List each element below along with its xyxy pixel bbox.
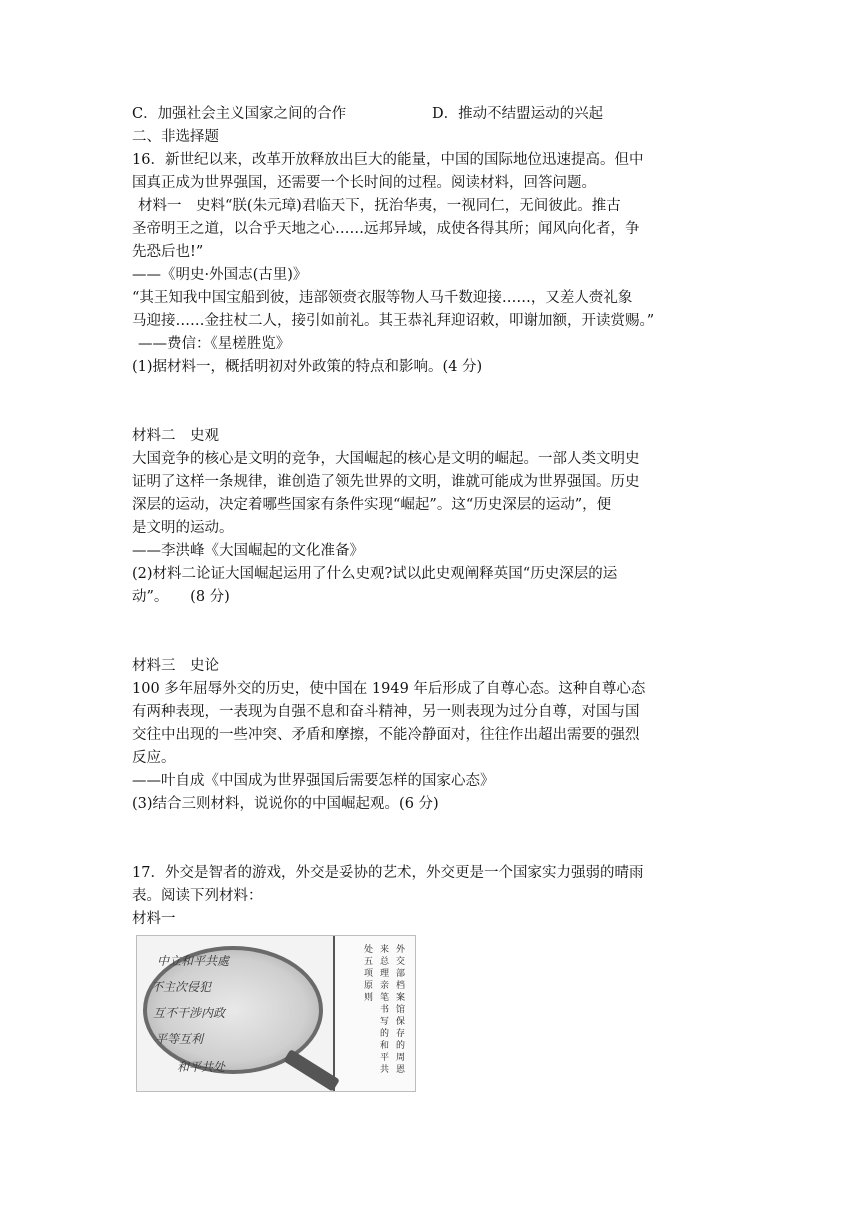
- q17-material1-title: 材料一: [132, 911, 176, 927]
- handwriting-line: 平等互利: [155, 1032, 204, 1046]
- q16-question-1: (1)据材料一，概括明初对外政策的特点和影响。(4 分): [132, 359, 483, 375]
- q16-material3-line-4: 反应。: [132, 750, 176, 766]
- q16-intro-line-2: 国真正成为世界强国，还需要一个长时间的过程。阅读材料，回答问题。: [132, 175, 596, 191]
- handwriting-line: 不主次侵犯: [151, 980, 212, 994]
- magnifier-handle: [283, 1049, 340, 1092]
- q16-material3-line-2: 有两种表现，一表现为自强不息和奋斗精神，另一则表现为过分自尊，对国与国: [132, 704, 640, 720]
- q16-material1-quote-line-1: “其王知我中国宝船到彼，违部领赍衣服等物人马千数迎接……，又差人赍礼象: [132, 290, 633, 306]
- q16-material2-source: ——李洪峰《大国崛起的文化准备》: [132, 543, 364, 559]
- q16-material3-source: ——叶自成《中国成为世界强国后需要怎样的国家心态》: [132, 773, 495, 789]
- handwriting-line: 互不干涉内政: [153, 1006, 226, 1020]
- q16-question-3: (3)结合三则材料，说说你的中国崛起观。(6 分): [132, 796, 439, 812]
- answer-space-1: [132, 379, 732, 425]
- q16-material1-line-1: 材料一 史料“朕(朱元璋)君临天下，抚治华夷，一视同仁，无间彼此。推古: [138, 198, 621, 214]
- answer-space-2: [132, 609, 732, 655]
- document-page: [132, 103, 732, 931]
- q16-question-2-line-2: 动”。 (8 分): [132, 589, 230, 605]
- q16-material1-source-2: ——费信：《星槎胜览》: [138, 336, 291, 352]
- q16-material1-line-2: 圣帝明王之道，以合乎天地之心……远邦异域，成使各得其所；闻风向化者，争: [132, 221, 640, 237]
- option-d: D．推动不结盟运动的兴起: [432, 106, 604, 122]
- answer-options-row: [132, 103, 732, 126]
- q17-intro-line-1: 17．外交是智者的游戏，外交是妥协的艺术，外交更是一个国家实力强弱的晴雨: [132, 865, 644, 881]
- q16-material3-title: 材料三 史论: [132, 658, 219, 674]
- q16-material3-line-1: 100 多年屈辱外交的历史，使中国在 1949 年后形成了自尊心态。这种自尊心态: [132, 681, 646, 697]
- handwriting-line: 中立和平共處: [157, 954, 230, 968]
- q16-material3-line-3: 交往中出现的一些冲突、矛盾和摩擦，不能冷静面对，往往作出超出需要的强烈: [132, 727, 640, 743]
- photo-caption: 外交部档案馆保存的周恩来总理亲笔书写的和平共处五项原则: [362, 944, 404, 1076]
- q16-question-2-line-1: (2)材料二论证大国崛起运用了什么史观?试以此史观阐释英国“历史深层的运: [132, 566, 618, 582]
- q17-intro-line-2: 表。阅读下列材料：: [132, 888, 263, 904]
- q16-material1-source-1: ——《明史·外国志(古里)》: [132, 267, 308, 283]
- five-principles-photo: [136, 935, 416, 1092]
- q16-material2-line-2: 证明了这样一条规律，谁创造了领先世界的文明，谁就可能成为世界强国。历史: [132, 474, 640, 490]
- answer-space-3: [132, 816, 732, 862]
- q16-material2-title: 材料二 史观: [132, 428, 219, 444]
- handwriting-line: 和平共处: [177, 1060, 226, 1074]
- q16-material1-line-3: 先恐后也!”: [132, 244, 204, 260]
- q16-material2-line-3: 深层的运动，决定着哪些国家有条件实现“崛起”。这“历史深层的运动”，便: [132, 497, 612, 513]
- photo-divider: [333, 936, 335, 1091]
- option-c: C．加强社会主义国家之间的合作: [132, 106, 347, 122]
- section-title: 二、非选择题: [132, 129, 219, 145]
- q16-intro-line-1: 16．新世纪以来，改革开放释放出巨大的能量，中国的国际地位迅速提高。但中: [132, 152, 644, 168]
- q16-material1-quote-line-2: 马迎接……金拄杖二人，接引如前礼。其王恭礼拜迎诏敕，叩谢加额，开读赏赐。”: [132, 313, 655, 329]
- q16-material2-line-4: 是文明的运动。: [132, 520, 234, 536]
- photo-left-panel: [137, 936, 333, 1091]
- q16-material2-line-1: 大国竞争的核心是文明的竞争，大国崛起的核心是文明的崛起。一部人类文明史: [132, 451, 640, 467]
